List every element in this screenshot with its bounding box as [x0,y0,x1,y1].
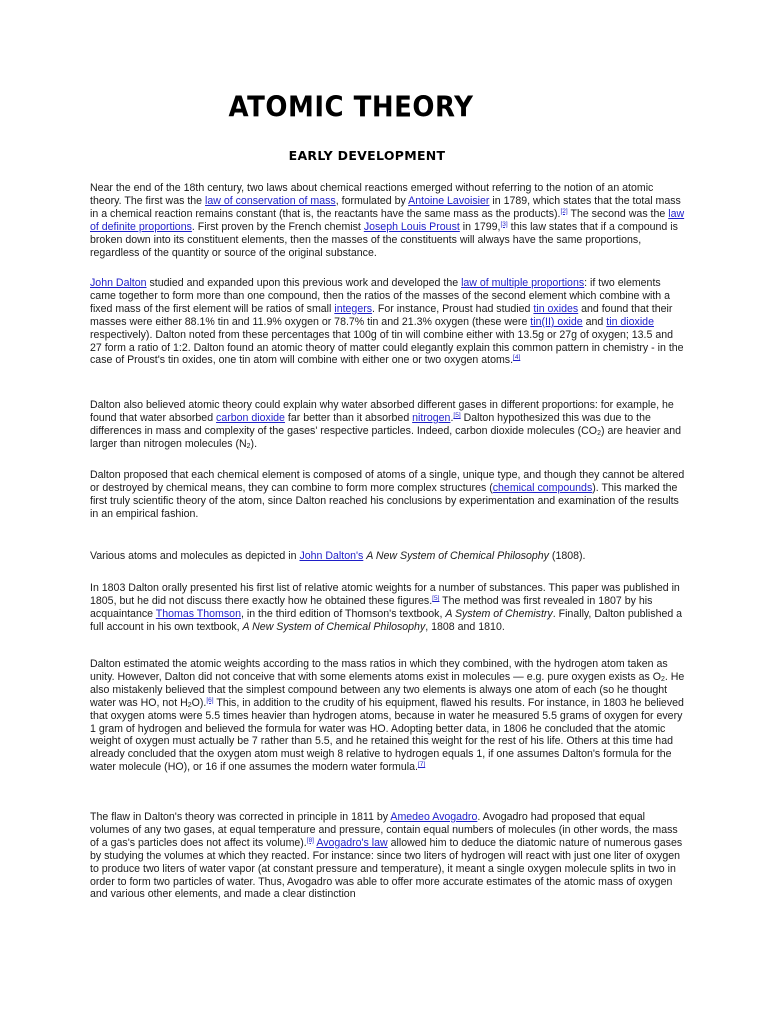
text: far better than it absorbed [284,411,413,424]
text: The second was the [567,207,669,220]
link-tin-ii-oxide[interactable]: tin(II) oxide [530,315,583,328]
text: The flaw in Dalton's theory was corrected in principle in 1811 by [90,811,391,823]
text: This, in addition to the crudity of his equipment, flawed his results. For instance, in 1803 he believed that oxygen atoms were 5.5 times heavier than hydrogen atoms, because in water he measured 5.5 grams of oxygen for every 1 gram of hydrogen and believed the formula for water was HO. Adopting better data, in 1806 he concluded that the atomic weight of oxygen must actually be 7 rather than 5.5, and he retained this weight for the rest of his life. Others at this time had already concluded that the oxygen atom must weigh 8 relative to hydrogen equals 1, if one assumes Dalton's formula for the water molecule (HO), or 16 if one assumes the modern water formula. [90,696,684,774]
text: In 1803 Dalton orally presented his first list of relative atomic weights for a number of substances. This paper was published in 1805, but he did not discuss there exactly how he obtained these figures. [90,582,680,607]
citation-link[interactable]: [7] [417,761,426,769]
text: (1808). [548,550,586,562]
text: Dalton hypothesized this was due to the differences in mass and complexity of the gases' respective particles. Indeed, carbon dioxide molecules (CO [90,411,651,437]
link-joseph-louis-proust[interactable]: Joseph Louis Proust [363,220,460,233]
text: . Avogadro had proposed that equal volumes of any two gases, at equal temperature and pressure, contain equal numbers of molecules (in other words, the mass of a gas's particles does not affect its volume). [90,811,678,849]
citation-link[interactable]: [2] [560,207,568,215]
link-john-daltons[interactable]: John Dalton's [299,550,364,562]
link-law-of-conservation-of-mass[interactable]: law of conservation of mass [205,194,336,207]
link-law-of-definite-proportions[interactable]: law of definite proportions [90,207,685,233]
text: and [582,315,607,328]
citation-link[interactable]: [3] [500,220,508,228]
text: allowed him to deduce the diatomic nature of numerous gases by studying the volumes at which they reacted. For instance: since two liters of hydrogen will react with just one liter of oxygen to produce two liters of water vapor (at constant pressure and temperature), it meant a single oxygen molecule splits in two in order to form two particles of water. Thus, Avogadro was able to offer more accurate estimates of the atomic mass of oxygen and various other elements, and made a clear distinction [90,836,683,901]
subscript: 2 [187,701,192,709]
link-integers[interactable]: integers [334,302,373,315]
book-title: A System of Chemistry [445,607,553,620]
text: , in the third edition of Thomson's textbook, [240,607,446,620]
text: . He also mistakenly believed that the simplest compound between any two elements is always one atom of each (so he thought water was HO, not H [90,670,685,709]
paragraph-3 [90,399,686,451]
link-chemical-compounds[interactable]: chemical compounds [492,481,593,494]
paragraph-4 [90,469,686,521]
link-thomas-thomson[interactable]: Thomas Thomson [155,607,241,620]
text: The method was first revealed in 1807 by his acquaintance [90,594,653,620]
text: Various atoms and molecules as depicted in [90,550,300,562]
subscript: 2 [660,675,665,683]
text: Dalton proposed that each chemical element is composed of atoms of a single, unique type, and though they cannot be altered or destroyed by chemical means, they can combine to form more complex structures ( [90,469,685,494]
link-antoine-lavoisier[interactable]: Antoine Lavoisier [408,194,490,207]
link-amedeo-avogadro[interactable]: Amedeo Avogadro [390,811,478,823]
citation-link[interactable]: [5] [453,411,461,419]
text: ). [250,437,258,450]
book-title: A New System of Chemical Philosophy [242,620,426,633]
link-john-dalton[interactable]: John Dalton [90,277,147,289]
subscript: 2 [597,429,601,437]
subscript: 2 [246,442,251,450]
section-heading: EARLY DEVELOPMENT [288,148,446,163]
paragraph-1 [90,182,686,259]
citation-link[interactable]: [8] [306,836,314,844]
page-title: ATOMIC THEORY [228,91,474,125]
text: this law states that if a compound is broken down into its constituent elements, then the masses of the constituents will always have the same proportions, regardless of the quantity or source of the original substance. [90,220,678,259]
text: , 1808 and 1810. [425,620,505,633]
citation-link[interactable]: [5] [432,594,440,602]
text: Dalton also believed atomic theory could explain why water absorbed different gases in different proportions: for example, he found that water absorbed [90,399,674,424]
text: ). This marked the first truly scientific theory of the atom, since Dalton reached his conclusions by experimentation and examination of the results in an empirical fashion. [90,481,679,520]
link-tin-dioxide[interactable]: tin dioxide [606,315,654,328]
paragraph-8 [90,811,686,901]
text: : if two elements came together to form more than one compound, then the ratios of the masses of the second element which combine with a fixed mass of the first element will be ratios of small [90,277,671,315]
paragraph-2 [90,277,686,367]
text: studied and expanded upon this previous work and developed the [146,277,462,289]
book-title: A New System of Chemical Philosophy [366,550,549,562]
text: . [450,411,454,424]
text: and found that their masses were either 88.1% tin and 11.9% oxygen or 78.7% tin and 21.3% oxygen (these were [90,302,673,328]
citation-link[interactable]: [6] [206,696,214,704]
text: Dalton estimated the atomic weights according to the mass ratios in which they combined, with the hydrogen atom taken as unity. However, Dalton did not conceive that with some elements atoms exist in molecules — e.g. pure oxygen exists as O [90,658,668,683]
citation-link[interactable]: [4] [513,354,521,362]
text: O). [191,696,207,709]
text: respectively). Dalton noted from these percentages that 100g of tin will combine either with 13.5g or 27g of oxygen; 13.5 and 27 form a ratio of 1:2. Dalton found an atomic theory of matter could elegantly explain this common pattern in chemistry - in the case of Proust's tin oxides, one tin atom will combine with either one or two oxygen atoms. [90,328,684,367]
paragraph-7 [90,658,686,774]
text: in 1789, which states that the total mass in a chemical reaction remains constant (that is, the reactants have the same mass as the products). [90,194,681,220]
paragraph-6 [90,582,686,634]
paragraph-5-caption [90,550,686,563]
text: . Finally, Dalton published a full account in his own textbook, [90,607,683,633]
text: Near the end of the 18th century, two laws about chemical reactions emerged without referring to the notion of an atomic theory. The first was the [90,182,654,207]
text: , formulated by [335,194,409,207]
text: . For instance, Proust had studied [372,302,534,315]
link-avogadros-law[interactable]: Avogadro's law [316,836,388,849]
link-carbon-dioxide[interactable]: carbon dioxide [216,411,285,424]
link-tin-oxides[interactable]: tin oxides [533,302,579,315]
link-nitrogen[interactable]: nitrogen [412,411,451,424]
link-law-of-multiple-proportions[interactable]: law of multiple proportions [461,277,585,289]
text: in 1799, [459,220,501,233]
text: ) are heavier and larger than nitrogen molecules (N [90,424,682,450]
text: . First proven by the French chemist [191,220,364,233]
